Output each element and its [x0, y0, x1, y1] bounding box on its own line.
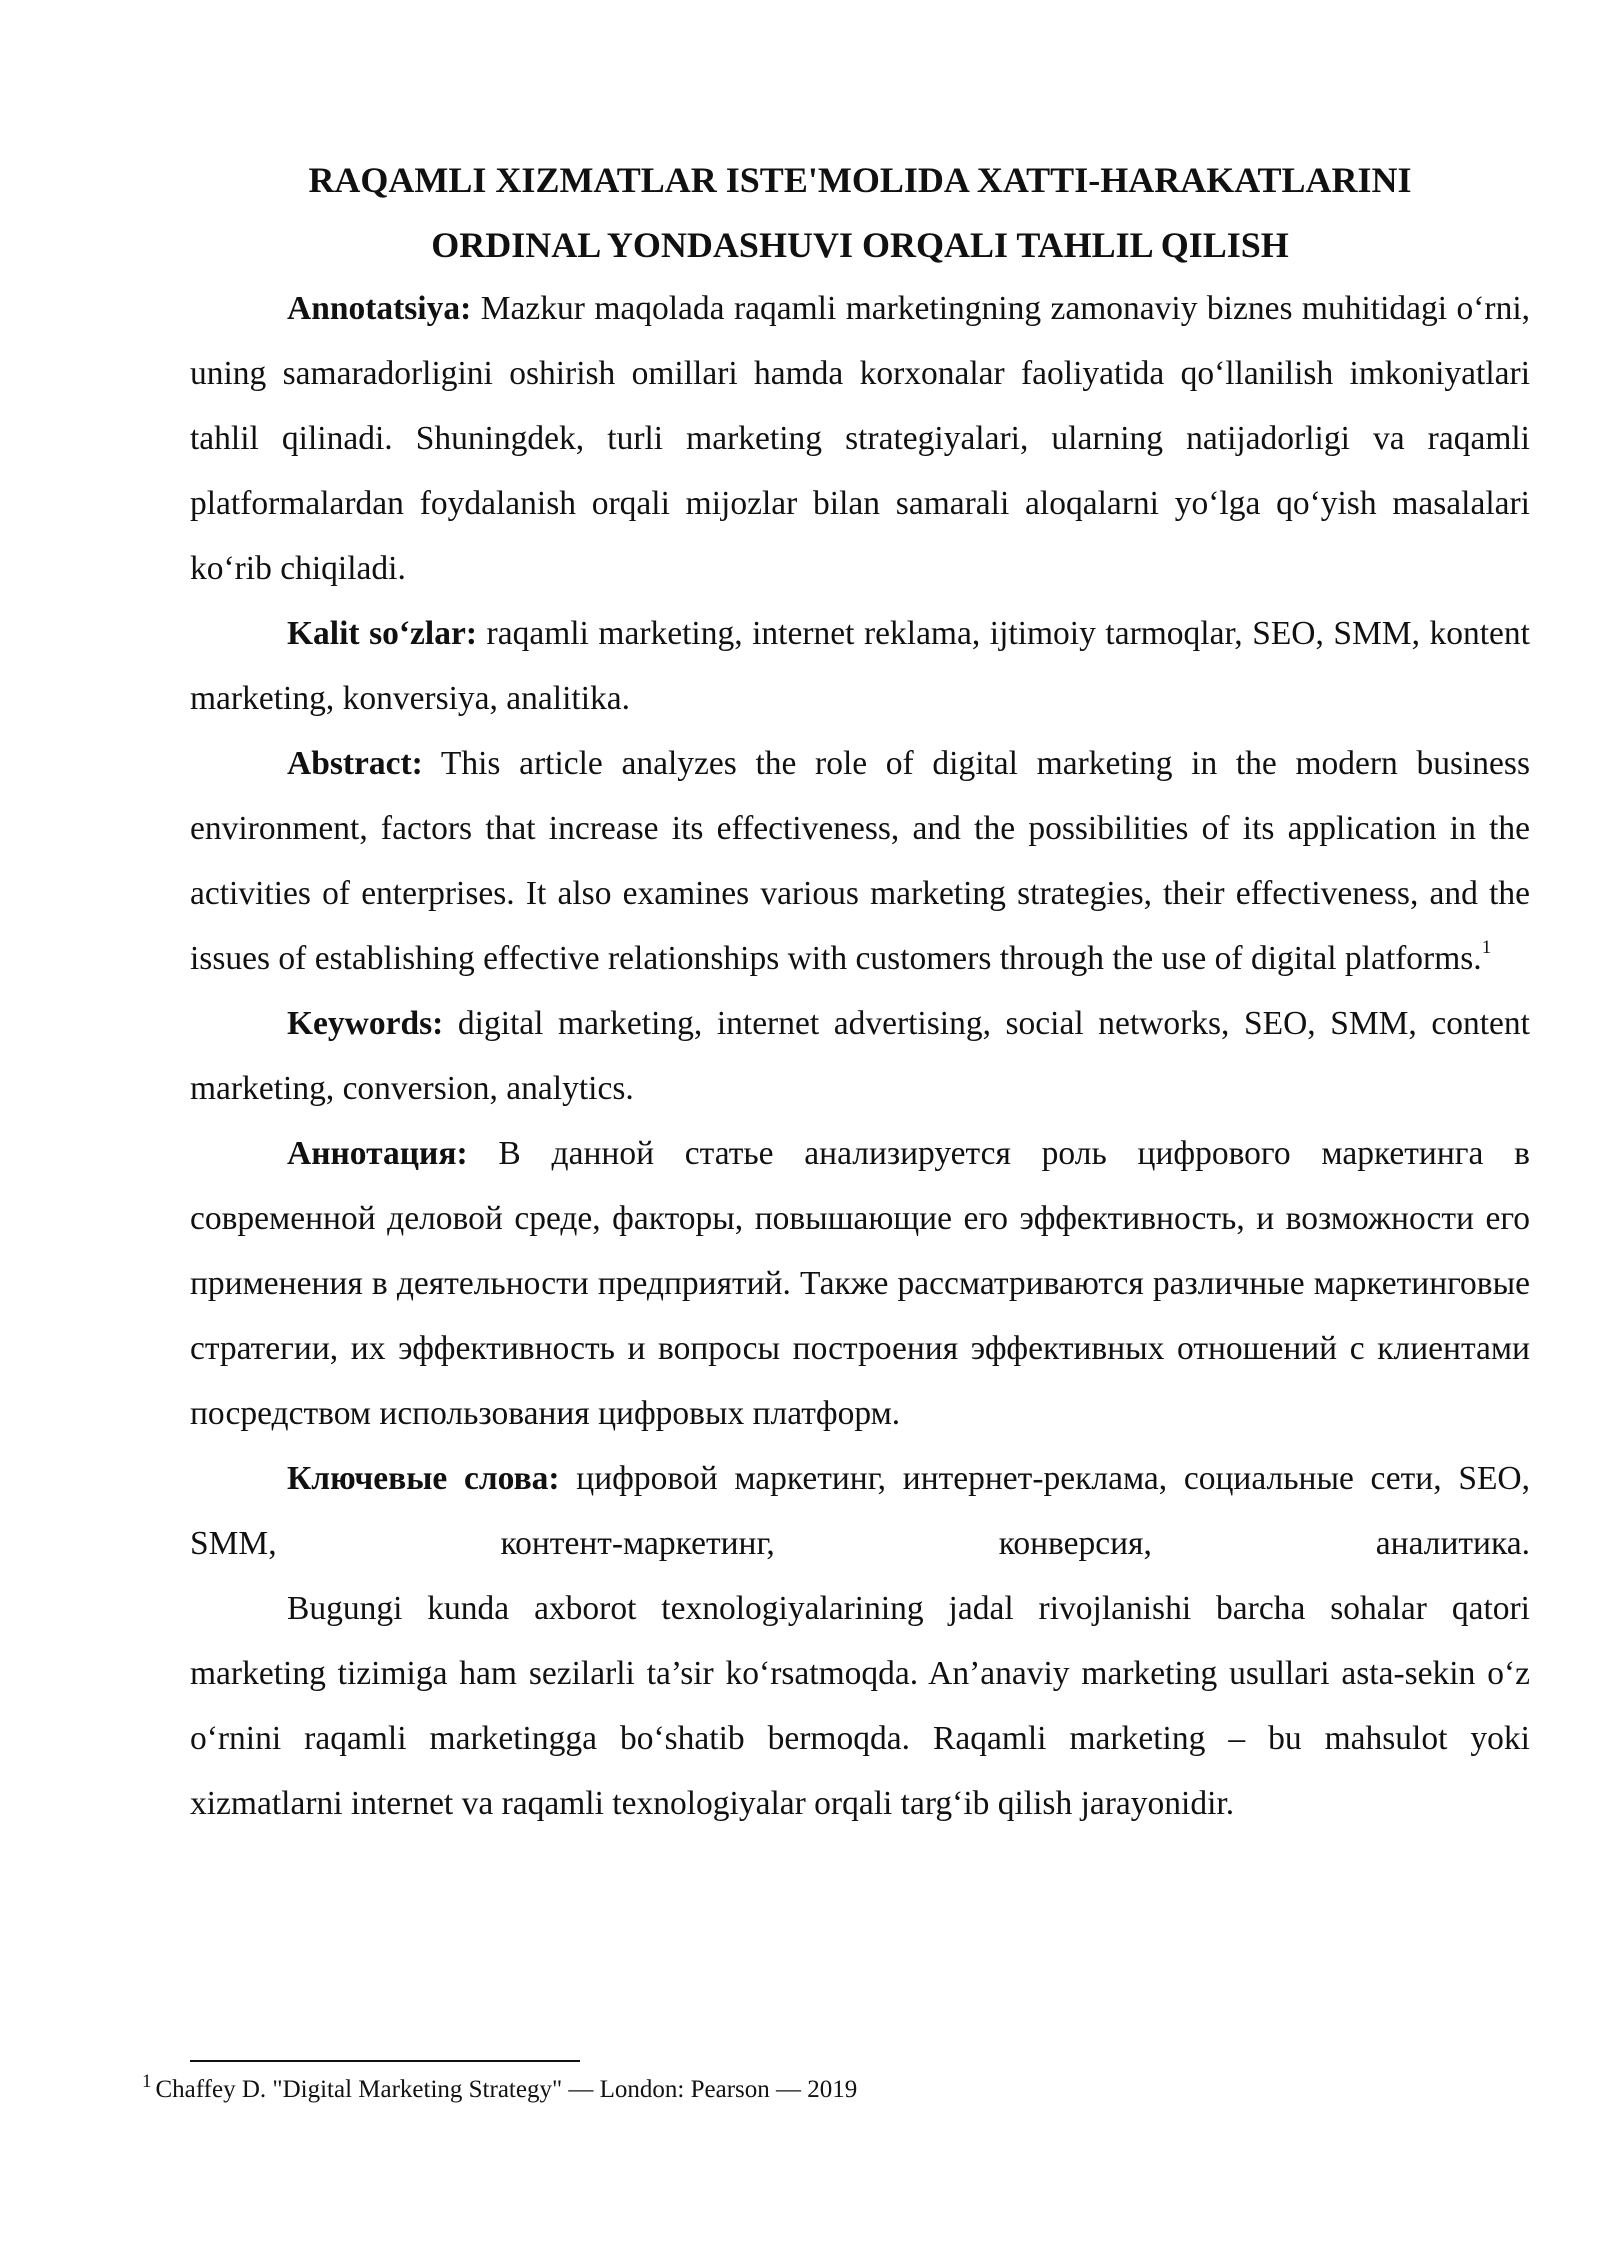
- keywords-uz-label: Kalit so‘zlar:: [287, 615, 478, 652]
- footnote-text: Chaffey D. "Digital Marketing Strategy" — London: Pearson — 2019: [155, 2076, 858, 2103]
- footnote: [142, 2070, 857, 2112]
- keywords-ru-label: Ключевые слова:: [287, 1460, 560, 1497]
- keywords-en-label: Keywords:: [287, 1005, 444, 1042]
- title-line-2: ORDINAL YONDASHUVI ORQALI TAHLIL QILISH: [431, 225, 1289, 265]
- footnote-reference[interactable]: 1: [1481, 936, 1492, 958]
- abstract-en-text: This article analyzes the role of digital marketing in the modern business environment, factors that increase its effectiveness, and the possibilities of its application in the activities of enterprises. It also examines various marketing strategies, their effectiveness, and the issues of establishing effective relationships with customers through the use of digital platforms.: [190, 745, 1530, 977]
- annotation-ru-text: В данной статье анализируется роль цифрового маркетинга в современной деловой среде, факторы, повышающие его эффективность, и возможности его применения в деятельности предприятий. Также рассматриваются различные маркетинговые стратегии, их эффективность и вопросы построения эффективных отношений с клиентами посредством использования цифровых платформ.: [190, 1135, 1530, 1432]
- abstract-en-paragraph: [190, 731, 1530, 991]
- keywords-uz-text: raqamli marketing, internet reklama, ijtimoiy tarmoqlar, SEO, SMM, kontent marketing, konversiya, analitika.: [190, 615, 1530, 717]
- intro-paragraph: Bugungi kunda axborot texnologiyalarining jadal rivojlanishi barcha sohalar qatori marketing tizimiga ham sezilarli ta’sir ko‘rsatmoqda. An’anaviy marketing usullari asta-sekin o‘z o‘rnini raqamli marketingga bo‘shatib bermoqda. Raqamli marketing – bu mahsulot yoki xizmatlarni internet va raqamli texnologiyalar orqali targ‘ib qilish jarayonidir.: [190, 1590, 1530, 1822]
- keywords-uz-paragraph: [190, 601, 1530, 731]
- keywords-ru-text: цифровой маркетинг, интернет-реклама, социальные сети, SEO, SMM, контент-маркетинг, конверсия, аналитика.: [190, 1460, 1530, 1562]
- article-body: [190, 276, 1530, 1836]
- annotation-ru-label: Аннотация:: [287, 1135, 468, 1172]
- footnote-separator: [190, 2060, 580, 2062]
- title-line-1: RAQAMLI XIZMATLAR ISTE'MOLIDA XATTI-HARAKATLARINI: [308, 160, 1412, 200]
- annotation-ru-paragraph: [190, 1121, 1530, 1446]
- keywords-en-text: digital marketing, internet advertising, social networks, SEO, SMM, content marketing, conversion, analytics.: [190, 1005, 1530, 1107]
- keywords-ru-paragraph: [190, 1446, 1530, 1576]
- annotation-uz-paragraph: [190, 276, 1530, 601]
- abstract-en-label: Abstract:: [287, 745, 423, 782]
- annotation-uz-label: Annotatsiya:: [287, 290, 472, 327]
- annotation-uz-text: Mazkur maqolada raqamli marketingning zamonaviy biznes muhitidagi o‘rni, uning samaradorligini oshirish omillari hamda korxonalar faoliyatida qo‘llanilish imkoniyatlari tahlil qilinadi. Shuningdek, turli marketing strategiyalari, ularning natijadorligi va raqamli platformalardan foydalanish orqali mijozlar bilan samarali aloqalarni yo‘lga qo‘yish masalalari ko‘rib chiqiladi.: [190, 290, 1530, 587]
- article-title: [190, 148, 1530, 278]
- keywords-en-paragraph: [190, 991, 1530, 1121]
- footnote-number: 1: [142, 2071, 152, 2092]
